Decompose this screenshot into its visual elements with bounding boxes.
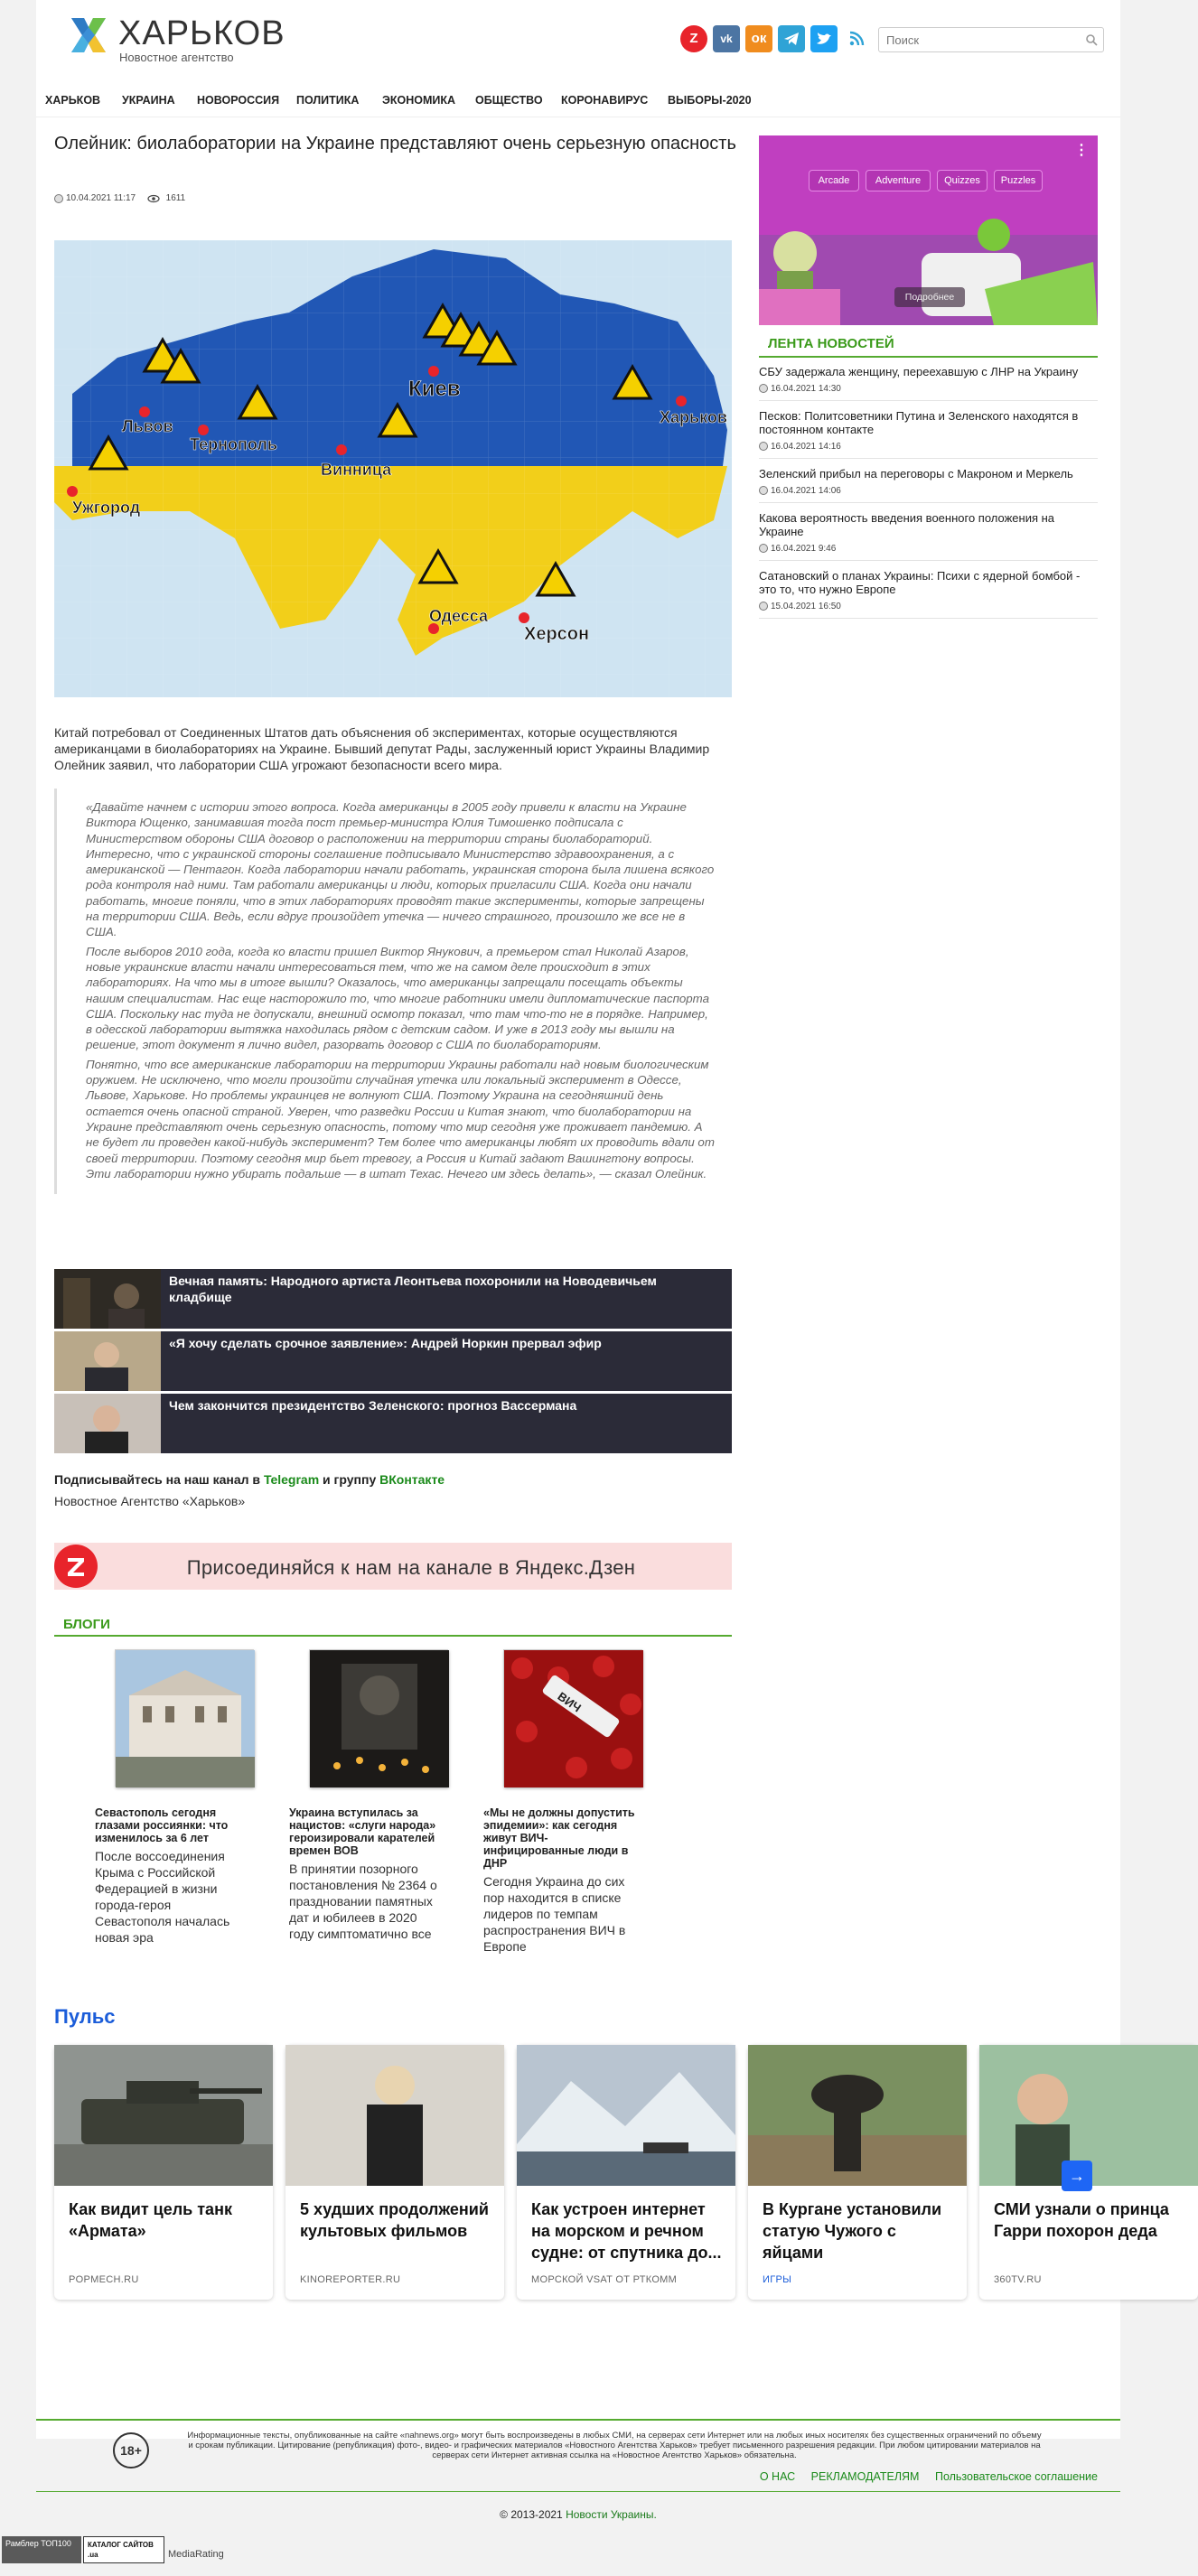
news-date xyxy=(759,442,1098,453)
footer-links xyxy=(747,2470,1098,2483)
dzen-icon[interactable]: Z xyxy=(680,25,707,52)
svg-text:Ужгород: Ужгород xyxy=(72,499,141,517)
logo-mark-icon xyxy=(68,14,109,56)
pulse-card-source: МОРСКОЙ VSAT ОТ РТКОММ xyxy=(531,2274,678,2285)
article-lead: Китай потребовал от Соединенных Штатов дать объяснения об экспериментах, которые осуществляются американцами в биолабораториях на Украине. Бывший депутат Рады, заслуженный юрист Украины Владимир Олейник заявил, что лаборатории США угрожают безопасности всего мира. xyxy=(54,725,710,772)
pulse-carousel xyxy=(54,2045,1169,2300)
news-date xyxy=(759,602,1098,612)
ad-tag[interactable]: Arcade xyxy=(809,170,859,191)
pulse-heading: Пульс xyxy=(54,2005,116,2028)
blogs-heading-text: БЛОГИ xyxy=(63,1617,110,1632)
telegram-link[interactable]: Telegram xyxy=(263,1472,320,1487)
blog-title xyxy=(483,1806,637,1955)
footer-legal-text: Информационные тексты, опубликованные на сайте «nahnews.org» могут быть воспроизведены в любых СМИ, на серверах сети Интернет или на любых иных носителях без существенных ограничений по объему и срокам публикации. Цитирование (републикация) фото-, видео- и графических материалов «Новостного Агентства Харьков» требует письменного разрешения редакции. При любом цитировании материалов на серверах сети Интернет активная ссылка на «Новостное Агентство Харьков» обязательна. xyxy=(187,2431,1042,2460)
pulse-card-source: ИГРЫ xyxy=(763,2274,792,2285)
blog-title-text: Украина вступилась за нацистов: «слуги народа» героизировали карателей времен ВОВ xyxy=(289,1806,436,1857)
pulse-card-source: KINOREPORTER.RU xyxy=(300,2274,401,2285)
article-image-biolabs-map xyxy=(54,240,732,697)
related-thumb xyxy=(54,1394,161,1453)
nav-item-elections[interactable]: ВЫБОРЫ-2020 xyxy=(668,94,752,107)
nav-item-politics[interactable]: ПОЛИТИКА xyxy=(296,94,360,107)
related-title: «Я хочу сделать срочное заявление»: Андрей Норкин прервал эфир xyxy=(169,1336,602,1350)
pulse-card[interactable] xyxy=(285,2045,504,2300)
footer-link-user-agreement[interactable]: Пользовательское соглашение xyxy=(934,2470,1098,2483)
news-feed-heading-text: ЛЕНТА НОВОСТЕЙ xyxy=(768,336,894,351)
vk-icon[interactable]: vk xyxy=(713,25,740,52)
ad-banner[interactable] xyxy=(759,135,1098,325)
svg-text:Херсон: Херсон xyxy=(524,624,590,644)
nav-item-ukraine[interactable]: УКРАИНА xyxy=(122,94,175,107)
carousel-next-arrow-icon[interactable]: → xyxy=(1062,2161,1092,2191)
related-thumb xyxy=(54,1331,161,1391)
clock-icon xyxy=(759,602,768,611)
nav-item-economy[interactable]: ЭКОНОМИКА xyxy=(382,94,456,107)
ad-more-button[interactable]: Подробнее xyxy=(894,287,965,307)
pulse-card[interactable] xyxy=(517,2045,735,2300)
news-title[interactable]: Зеленский прибыл на переговоры с Макроном и Меркель xyxy=(759,467,1073,481)
blog-desc: Сегодня Украина до сих пор находится в списке лидеров по темпам распространения ВИЧ в Европе xyxy=(483,1874,626,1954)
subscribe-prefix: Подписывайтесь на наш канал в xyxy=(54,1472,261,1487)
odnoklassniki-icon[interactable]: ок xyxy=(745,25,772,52)
quote-paragraph: После выборов 2010 года, когда ко власти пришел Виктор Янукович, а премьером стал Николай Азаров, новые украинские власти начали интересоваться тем, что же на самом деле происходит в этих лабораториях. На что мы в итоге вышли? Оказалось, что американцы запрещали посещать объекты нашим специалистам. Нас еще насторожило то, что многие работники имели дипломатические паспорта США. Поскольку нас туда не допускали, внешний осмотр показал, что там что-то не в порядке. Например, в одесской лаборатории вытяжка находилась рядом с детским садом. И уже в 2013 году мы вышли на решение, этот документ я лично видел, разорвать договор с США по биолабораториям. xyxy=(86,944,710,1052)
footer-link-advertisers[interactable]: РЕКЛАМОДАТЕЛЯМ xyxy=(810,2470,920,2483)
quote-paragraph: Понятно, что все американские лаборатории на территории Украины работали над новым биологическим оружием. Не исключено, что могли произойти случайная утечка или локальный эксперимент в Одессе, Львове, Харькове. Но проблемы украинцев не волнуют США. Поэтому Украина на сегодняшний день остается очень опасной страной. Уверен, что разведки России и Китая знают, что биолаборатории на Украине представляют очень серьезную опасность, потому что мир сегодня уже проживает пандемию. А не будет ли проведен какой-нибудь эксперимент? Тем более что американцы любят их проводить вдали от своей территории. Поэтому сегодня мир бьет тревогу, а Россия и Китай задают Вашингтону вопросы. Эти лаборатории нужно убирать подальше — в штат Техас. Нечего им здесь делать», — сказал Олейник. xyxy=(86,1057,715,1181)
svg-text:ВИЧ: ВИЧ xyxy=(555,1689,585,1715)
article-meta xyxy=(54,193,185,206)
mediarating-counter[interactable]: MediaRating xyxy=(168,2549,224,2560)
twitter-icon[interactable] xyxy=(810,25,838,52)
news-item[interactable] xyxy=(759,569,1098,619)
blog-title xyxy=(95,1806,248,1946)
catalog-counter[interactable]: КАТАЛОГ САЙТОВ .ua xyxy=(83,2536,164,2563)
dzen-banner[interactable] xyxy=(54,1543,732,1590)
news-feed xyxy=(759,365,1098,627)
ad-tag[interactable]: Adventure xyxy=(866,170,931,191)
nav-item-coronavirus[interactable]: КОРОНАВИРУС xyxy=(561,94,649,107)
footer-divider xyxy=(36,2491,1120,2492)
search-box xyxy=(878,27,1104,52)
pulse-card-source: POPMECH.RU xyxy=(69,2274,139,2285)
nav-item-society[interactable]: ОБЩЕСТВО xyxy=(475,94,543,107)
quote-paragraph: «Давайте начнем с истории этого вопроса. Когда американцы в 2005 году привели к власти на Украине Виктора Ющенко, занимавшая тогда пост премьер-министра Юлия Тимошенко подписала с Министерством обороны США договор о расположении на территории страны биолабораторий. Интересно, что с украинской стороны соглашение подписывало Министерство здравоохранения, а с американской — Пентагон. Когда лаборатории начали работать, украинская сторона была лишена всякого рода контроля над ними. Там работали американцы и люди, которых пригласили США. Когда они начали работать, многие поняли, что в этих лабораториях проводят такие эксперименты, которые запрещены на территории США. Ведь, если вдруг произойдет утечка — ничего страшного, произошло же все не в США. xyxy=(86,800,715,939)
nav-item-novorossiya[interactable]: НОВОРОССИЯ xyxy=(197,94,280,107)
news-item[interactable] xyxy=(759,409,1098,459)
news-item[interactable] xyxy=(759,511,1098,561)
article-title: Олейник: биолаборатории на Украине представляют очень серьезную опасность xyxy=(54,134,736,154)
clock-icon xyxy=(54,194,63,203)
footer-link-about[interactable]: О НАС xyxy=(759,2470,796,2483)
related-thumb xyxy=(54,1269,161,1329)
page xyxy=(36,0,1169,2521)
article-views: 1611 xyxy=(165,193,186,203)
news-feed-heading xyxy=(759,334,1098,358)
site-logo[interactable] xyxy=(68,13,303,67)
telegram-icon[interactable] xyxy=(778,25,805,52)
news-date-text: 16.04.2021 14:06 xyxy=(771,486,841,496)
copyright-text: © 2013-2021 xyxy=(500,2508,563,2521)
clock-icon xyxy=(759,384,768,393)
pulse-card-image xyxy=(517,2045,735,2186)
news-title[interactable]: Сатановский о планах Украины: Психи с ядерной бомбой - это то, что нужно Европе xyxy=(759,569,1081,596)
ad-tag[interactable]: Puzzles xyxy=(994,170,1043,191)
article-date: 10.04.2021 11:17 xyxy=(66,193,136,203)
related-item[interactable] xyxy=(54,1331,732,1391)
eye-icon xyxy=(147,194,160,203)
ad-tag[interactable]: Quizzes xyxy=(937,170,987,191)
pulse-card[interactable] xyxy=(54,2045,273,2300)
agency-signature: Новостное Агентство «Харьков» xyxy=(54,1494,246,1508)
news-title[interactable]: Какова вероятность введения военного положения на Украине xyxy=(759,511,1055,538)
rambler-counter[interactable]: Рамблер ТОП100 xyxy=(2,2536,81,2563)
svg-text:Винница: Винница xyxy=(321,461,392,479)
search-input[interactable] xyxy=(879,28,1069,51)
pulse-card-title: В Кургане установили статую Чужого с яйцами xyxy=(763,2200,942,2262)
news-date xyxy=(759,384,1098,395)
blog-image xyxy=(503,1649,642,1787)
pulse-card-image xyxy=(748,2045,967,2186)
pulse-card[interactable] xyxy=(748,2045,967,2300)
news-title[interactable]: СБУ задержала женщину, переехавшую с ЛНР на Украину xyxy=(759,365,1079,378)
article-quote xyxy=(54,789,734,1194)
pulse-card-title: Как устроен интернет на морском и речном судне: от спутника до... xyxy=(531,2200,722,2262)
clock-icon xyxy=(759,442,768,451)
svg-text:Киев: Киев xyxy=(408,377,461,401)
pulse-card-image xyxy=(285,2045,504,2186)
main-nav xyxy=(36,85,1120,117)
blog-title-text: «Мы не должны допустить эпидемии»: как сегодня живут ВИЧ-инфицированные люди в ДНР xyxy=(483,1806,635,1870)
blog-title-text: Севастополь сегодня глазами россиянки: что изменилось за 6 лет xyxy=(95,1806,229,1844)
logo-title: ХАРЬКОВ xyxy=(118,14,285,52)
pulse-card-source: 360TV.RU xyxy=(994,2274,1042,2285)
blog-desc: После воссоединения Крыма с Российской Федерацией в жизни города-героя Севастополя началась новая эра xyxy=(95,1849,230,1945)
svg-text:Львов: Львов xyxy=(122,417,173,435)
news-item[interactable] xyxy=(759,365,1098,401)
news-date-text: 16.04.2021 14:30 xyxy=(771,384,841,394)
news-date-text: 15.04.2021 16:50 xyxy=(771,602,841,611)
blog-image xyxy=(309,1649,448,1787)
related-item[interactable] xyxy=(54,1394,732,1453)
related-item[interactable] xyxy=(54,1269,732,1329)
clock-icon xyxy=(759,486,768,495)
news-item[interactable] xyxy=(759,467,1098,503)
pulse-card-title: Как видит цель танк «Армата» xyxy=(69,2200,232,2240)
search-icon[interactable] xyxy=(1085,33,1098,46)
copyright-link[interactable]: Новости Украины. xyxy=(566,2508,657,2521)
pulse-card-title: СМИ узнали о принца Гарри похорон деда xyxy=(994,2200,1169,2240)
blogs-heading xyxy=(54,1615,732,1637)
blog-desc: В принятии позорного постановления № 2364 о праздновании памятных дат и юбилеев в 2020 году симптоматично все xyxy=(289,1862,437,1941)
more-options-icon[interactable]: ⋮ xyxy=(1074,143,1089,158)
news-date-text: 16.04.2021 14:16 xyxy=(771,442,841,452)
pulse-card-image xyxy=(54,2045,273,2186)
related-title: Вечная память: Народного артиста Леонтьева похоронили на Новодевичьем кладбище xyxy=(169,1274,657,1304)
rss-icon[interactable] xyxy=(843,25,870,52)
footer-divider xyxy=(36,2419,1120,2421)
related-articles xyxy=(54,1269,732,1456)
svg-text:Харьков: Харьков xyxy=(660,408,727,426)
nav-item-kharkov[interactable]: ХАРЬКОВ xyxy=(45,94,101,107)
related-title: Чем закончится президентство Зеленского: прогноз Вассермана xyxy=(169,1398,577,1413)
news-title[interactable]: Песков: Политсоветники Путина и Зеленского находятся в постоянном контакте xyxy=(759,409,1079,436)
subscribe-mid: и группу xyxy=(323,1472,377,1487)
svg-text:Одесса: Одесса xyxy=(429,607,489,625)
dzen-banner-text: Присоединяйся к нам на канале в Яндекс.Дзен xyxy=(186,1556,636,1579)
news-date xyxy=(759,486,1098,497)
blog-title xyxy=(289,1806,443,1942)
blog-image xyxy=(115,1649,254,1787)
age-rating-badge: 18+ xyxy=(113,2432,149,2469)
svg-text:Тернополь: Тернополь xyxy=(190,435,277,453)
subscribe-line xyxy=(54,1472,445,1487)
news-date xyxy=(759,544,1098,555)
logo-subtitle: Новостное агентство xyxy=(119,51,234,64)
pulse-card-title: 5 худших продолжений культовых фильмов xyxy=(300,2200,489,2240)
news-date-text: 16.04.2021 9:46 xyxy=(771,544,837,554)
copyright xyxy=(36,2508,1120,2521)
vk-link[interactable]: ВКонтакте xyxy=(379,1472,445,1487)
clock-icon xyxy=(759,544,768,553)
